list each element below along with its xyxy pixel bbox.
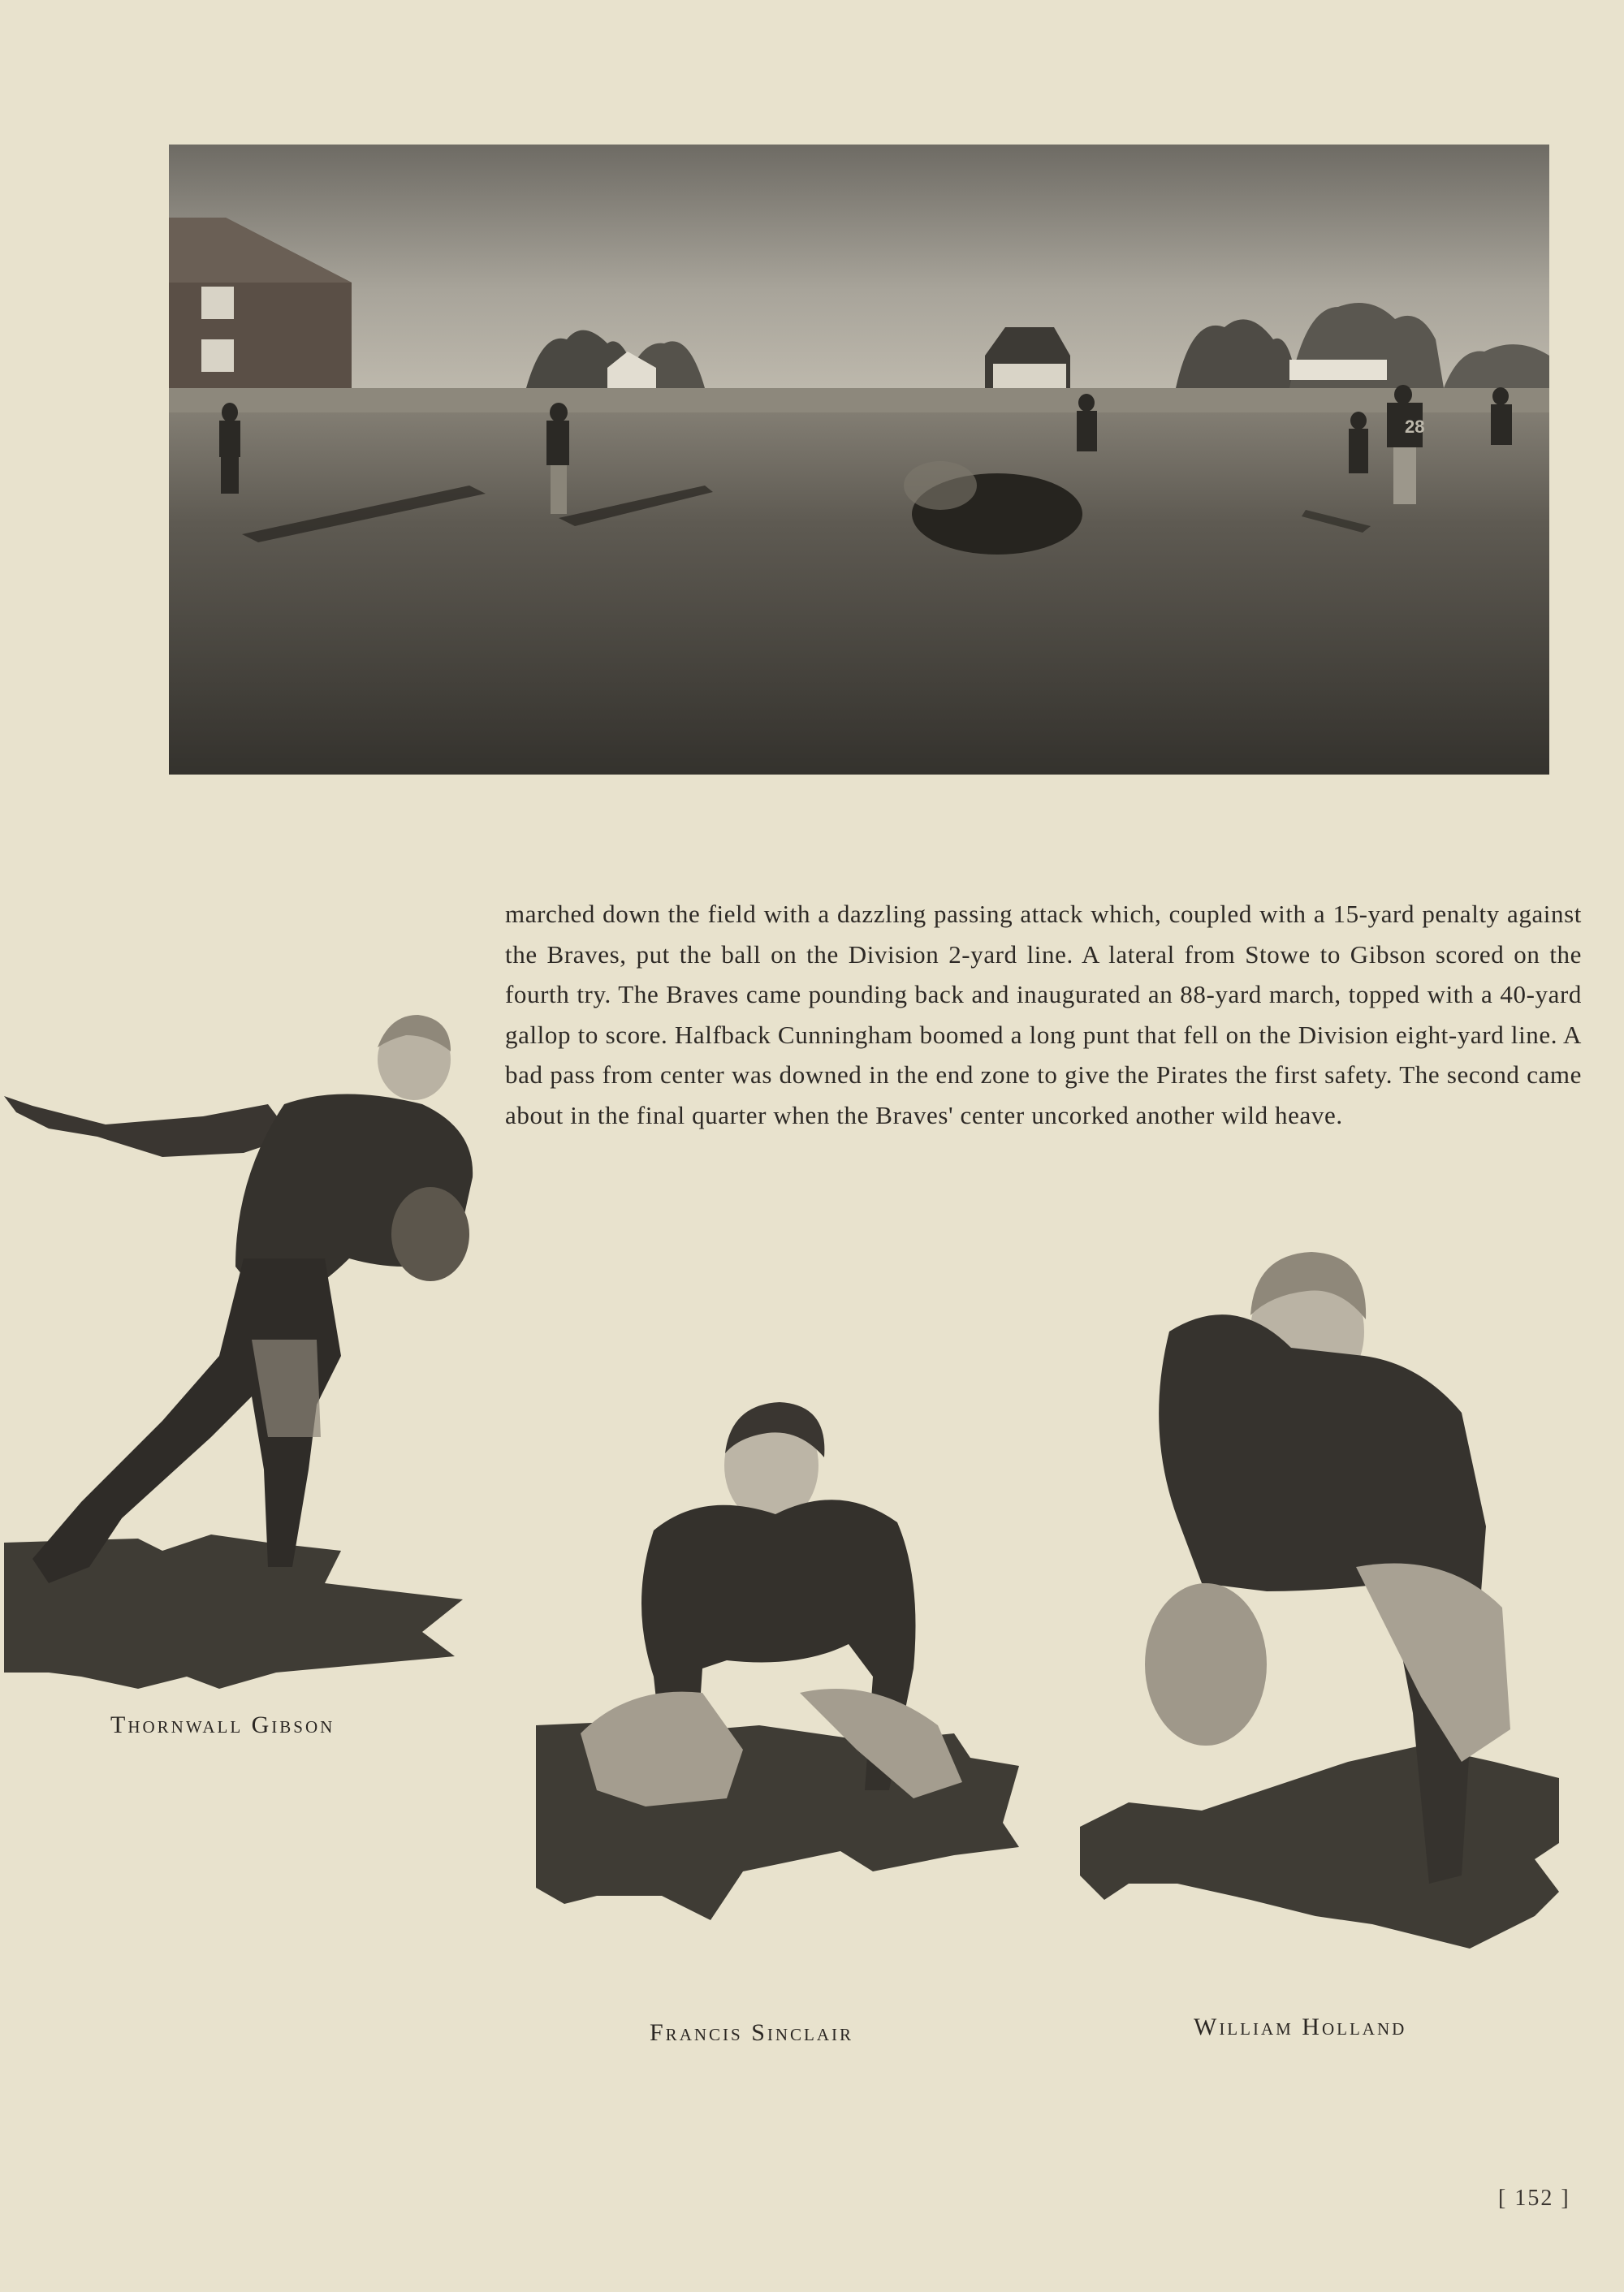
player-cutout-image [0,1015,487,1705]
caption-holland: William Holland [1194,2014,1407,2040]
player-photo-holland [1080,1242,1567,1989]
jersey-number: 28 [1405,417,1425,437]
page-number: [ 152 ] [1498,2186,1570,2211]
scrimmage-photo-image [169,145,1549,775]
player-cutout-image [532,1401,1023,1997]
player-photo-sinclair [532,1401,1023,1997]
player-cutout-image [1080,1242,1567,1989]
article-paragraph: marched down the field with a dazzling passing attack which, coupled with a 15-yard penalty against the Braves, put the ball on the Division 2-yard line. A lateral from Stowe to Gibson scored on the fourth try. The Braves came pounding back and inaugurated an 88-yard march, topped with a 40-yard gallop to score. Halfback Cunningham boomed a long punt that fell on the Division eight-yard line. A bad pass from center was downed in the end zone to give the Pirates the first safety. The second came about in the final quarter when the Braves' center uncorked another wild heave. [505,900,1582,1129]
caption-sinclair: Francis Sinclair [650,2019,854,2046]
caption-gibson: Thornwall Gibson [110,1711,335,1738]
player-photo-gibson [0,1015,487,1705]
scrimmage-photo [169,145,1549,775]
